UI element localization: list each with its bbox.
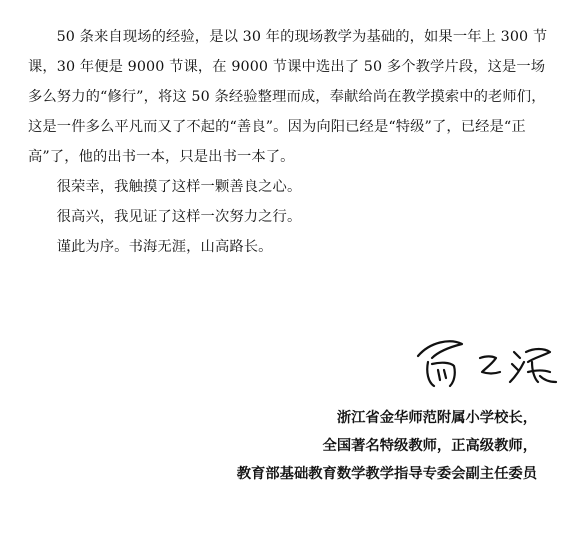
author-credits [177, 404, 537, 488]
closing-line-preface: 谨此为序。书海无涯，山高路长。 [56, 239, 273, 255]
credit-line-committee: 教育部基础教育数学教学指导专委会副主任委员 [236, 466, 537, 482]
handwritten-signature [410, 332, 560, 390]
signature-drawing [410, 332, 560, 390]
body-text [28, 22, 558, 262]
credit-line-principal: 浙江省金华师范附属小学校长， [336, 410, 537, 426]
closing-line-honored: 很荣幸，我触摸了这样一颗善良之心。 [56, 179, 302, 195]
closing-line-happy: 很高兴，我见证了这样一次努力之行。 [56, 209, 302, 225]
main-paragraph: 50 条来自现场的经验，是以 30 年的现场教学为基础的，如果一年上 300 节课，30 年便是 9000 节课，在 9000 节课中选出了 50 多个教学片段，这是一场多么努力的“修行”，将这 50 条经验整理而成，奉献给尚在教学摸索中的老师们，这是一件多么平凡而又了不起的“善良”。因为向阳已经是“特级”了，已经是“正高”了，他的出书一本，只是出书一本了。 [28, 29, 548, 165]
credit-line-teacher: 全国著名特级教师，正高级教师， [322, 438, 537, 454]
